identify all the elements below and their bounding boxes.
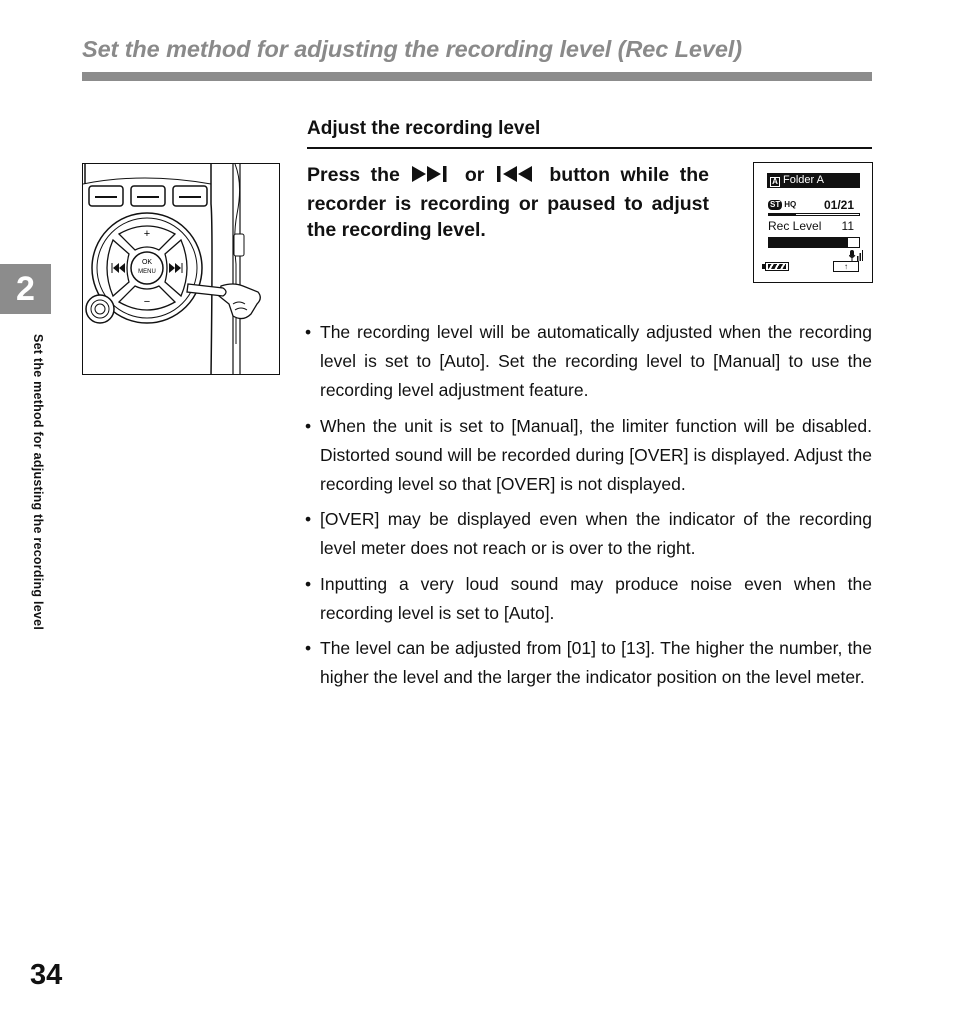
bullet-text: Inputting a very loud sound may produce noise even when the recording level is set to [Auto].: [320, 573, 872, 623]
rewind-skip-icon: [495, 164, 539, 191]
bullet-text: The level can be adjusted from [01] to [13]. The higher the number, the higher the level and the larger the indicator position on the level meter.: [320, 638, 872, 687]
header-rule: [82, 72, 872, 81]
lcd-rec-level-row: [768, 219, 860, 233]
recorder-illustration: [82, 163, 280, 375]
bullet-marker: •: [305, 638, 312, 658]
folder-icon: A: [770, 177, 780, 187]
bullet-item: [305, 634, 872, 692]
ok-label: OK: [141, 259, 153, 266]
bullet-marker: •: [305, 573, 312, 594]
bullet-list: [305, 318, 872, 699]
page-number: 34: [30, 959, 63, 991]
lcd-folder-label: Folder A: [783, 174, 824, 186]
file-progress-fill: [769, 214, 796, 215]
side-section-label: Set the method for adjusting the recording level: [31, 334, 45, 631]
bullet-text: [OVER] may be displayed even when the indicator of the recording level meter does not reach or is over to the right.: [320, 509, 872, 558]
lcd-display: [753, 162, 873, 283]
bullet-item: [305, 570, 872, 628]
bullet-marker: •: [305, 322, 312, 342]
stereo-badge: ST: [770, 200, 781, 209]
lcd-mode-row: [768, 198, 860, 210]
file-progress-bar: [768, 213, 860, 216]
instruction-part-1: Press the: [307, 164, 411, 186]
bullet-item: [305, 505, 872, 563]
rec-level-value: 11: [841, 219, 854, 233]
file-counter: 01/21: [823, 198, 854, 212]
level-meter-fill: [769, 238, 848, 247]
rec-level-label: Rec Level: [768, 219, 822, 233]
bullet-marker: •: [305, 509, 312, 529]
battery-icon: [765, 262, 789, 271]
plus-label: +: [143, 228, 151, 240]
page-header-title: Set the method for adjusting the recording level (Rec Level): [82, 36, 742, 62]
fast-forward-skip-icon: [410, 164, 454, 191]
section-heading: Adjust the recording level: [307, 118, 541, 139]
level-meter: [768, 237, 860, 248]
chapter-tab: 2: [0, 264, 51, 314]
instruction-part-2: or: [454, 164, 495, 186]
bullet-text: When the unit is set to [Manual], the limiter function will be disabled. Distorted sound will be recorded during [OVER] is displayed. Adjust the recording level so that [OVER] is not displayed.: [320, 415, 872, 494]
bullet-text: The recording level will be automatically adjusted when the recording level is set to [Auto]. Set the recording level to [Manual] to use the recording level adjustment feature.: [320, 322, 872, 400]
minus-label: −: [143, 296, 151, 308]
section-rule: [307, 147, 872, 149]
bullet-item: [305, 318, 872, 405]
instruction-part-3: button while the recorder is recording or paused to adjust the recording level.: [307, 164, 709, 241]
bullet-item: [305, 412, 872, 499]
lock-indicator: ↑: [833, 261, 859, 272]
bullet-marker: •: [305, 415, 312, 436]
quality-badge: HQ: [784, 200, 797, 209]
instruction-text: [307, 162, 709, 244]
menu-label: MENU: [138, 269, 156, 275]
lcd-folder-row: [767, 173, 860, 188]
